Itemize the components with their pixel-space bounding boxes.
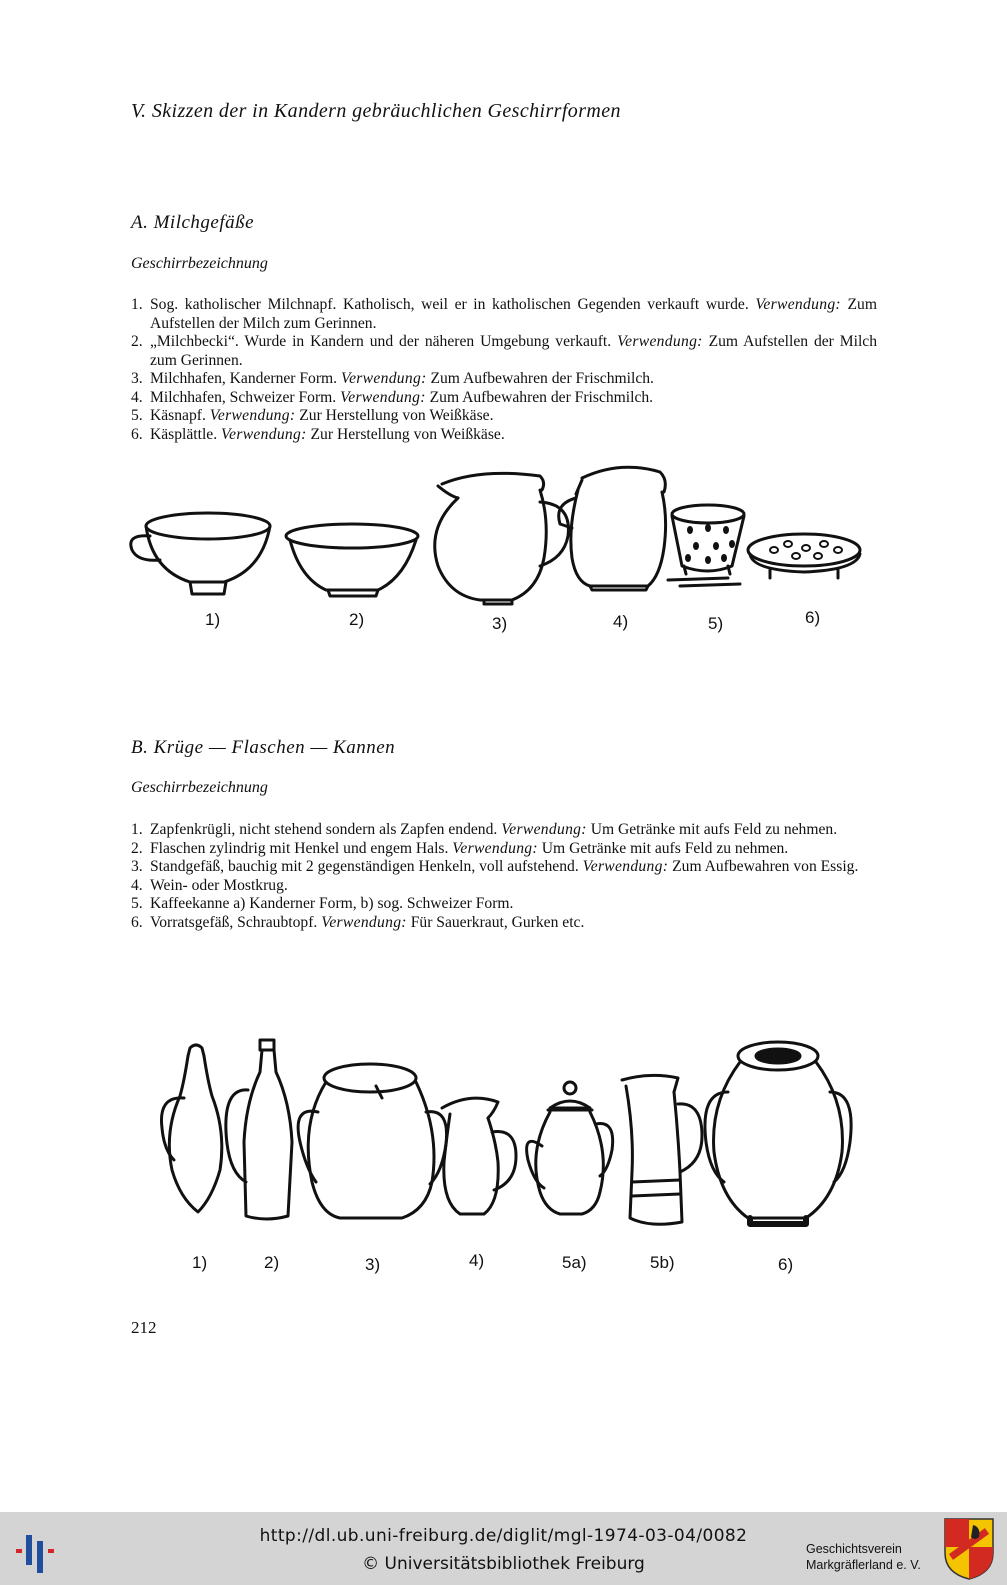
list-item: [131, 296, 877, 333]
item-text: Sog. katholischer Milchnapf. Katholisch, weil er in katholischen Gegenden verkauft wurde.: [150, 296, 749, 313]
figure-label: 6): [778, 1255, 794, 1274]
item-use-label: Verwendung:: [340, 370, 427, 387]
item-number: 5.: [131, 895, 143, 912]
figure-label: 2): [349, 610, 365, 629]
list-item: [131, 821, 877, 840]
item-text: Standgefäß, bauchig mit 2 gegenständigen Henkeln, voll aufstehend.: [150, 858, 579, 875]
item-text: Milchhafen, Kanderner Form.: [150, 370, 338, 387]
item-use: Um Getränke mit aufs Feld zu nehmen.: [541, 839, 789, 857]
milk-vessels-sketch: [120, 458, 880, 618]
item-text: Käsnapf.: [150, 407, 206, 424]
figure-label: 3): [492, 614, 508, 633]
coffee-pot-swiss-illustration: [622, 1075, 702, 1224]
item-use-label: Verwendung:: [582, 858, 669, 875]
item-use-label: Verwendung:: [501, 821, 587, 838]
item-number: 1.: [131, 296, 143, 313]
item-text: Vorratsgefäß, Schraubtopf.: [150, 913, 318, 931]
page-number: 212: [131, 1318, 157, 1337]
item-number: 5.: [131, 407, 143, 424]
section-b-subheading: Geschirrbezeichnung: [131, 779, 268, 796]
list-item: [131, 914, 877, 933]
storage-jar-illustration: [705, 1042, 851, 1224]
item-number: 1.: [131, 821, 143, 838]
society-crest-icon: [943, 1517, 995, 1581]
item-number: 3.: [131, 858, 143, 875]
figure-label: 5b): [650, 1253, 675, 1272]
figure-label: 1): [192, 1253, 208, 1272]
section-a-heading: A. Milchgefäße: [131, 212, 255, 233]
footer-bar: [0, 1512, 1007, 1585]
milk-jug-kandern-illustration: [435, 473, 569, 604]
figure-label: 5a): [562, 1253, 587, 1272]
jugs-bottles-sketch: [150, 1032, 860, 1242]
section-b-list: [131, 821, 877, 932]
item-use-label: Verwendung:: [221, 425, 307, 443]
item-text: Käsplättle.: [150, 425, 218, 443]
society-name-line1: Geschichtsverein: [806, 1542, 902, 1556]
milk-bowl-with-handle-illustration: [131, 513, 270, 594]
item-number: 3.: [131, 370, 143, 387]
item-text: „Milchbecki“. Wurde in Kandern und der näheren Umgebung verkauft.: [150, 333, 612, 350]
item-number: 6.: [131, 425, 143, 443]
list-item: [131, 426, 877, 445]
list-item: [131, 877, 877, 896]
item-number: 6.: [131, 913, 143, 931]
page-title: V. Skizzen der in Kandern gebräuchlichen Geschirrformen: [131, 100, 621, 122]
item-number: 2.: [131, 839, 143, 857]
vinegar-vessel-illustration: [298, 1064, 446, 1218]
item-use: Zum Aufbewahren der Frischmilch.: [429, 388, 654, 406]
item-use-label: Verwendung:: [617, 333, 703, 350]
item-text: Wein- oder Mostkrug.: [150, 876, 288, 894]
society-name-line2: Markgräflerland e. V.: [806, 1558, 921, 1572]
list-item: [131, 858, 877, 877]
item-use-label: Verwendung:: [755, 296, 841, 313]
item-use-label: Verwendung:: [452, 839, 538, 857]
list-item: [131, 389, 877, 408]
item-number: 4.: [131, 876, 143, 894]
item-use: Für Sauerkraut, Gurken etc.: [410, 913, 585, 931]
item-text: Milchhafen, Schweizer Form.: [150, 388, 337, 406]
figure-label: 3): [365, 1255, 381, 1274]
milk-basin-illustration: [286, 524, 418, 596]
item-use-label: Verwendung:: [321, 913, 407, 931]
item-use: Um Getränke mit aufs Feld zu nehmen.: [590, 821, 838, 838]
figure-label: 2): [264, 1253, 280, 1272]
bottle-illustration: [226, 1040, 292, 1219]
cheese-pot-illustration: [672, 505, 744, 574]
item-use-label: Verwendung:: [340, 388, 426, 406]
item-use: Zum Aufstellen der Milch zum Gerinnen.: [150, 296, 877, 332]
item-use: Zum Aufbewahren der Frischmilch.: [430, 370, 654, 387]
list-item: [131, 370, 877, 389]
figure-label: 4): [613, 612, 629, 631]
society-name: [806, 1541, 921, 1573]
item-use: Zur Herstellung von Weißkäse.: [299, 407, 494, 424]
pointed-jug-illustration: [161, 1045, 221, 1212]
figure-label: 6): [805, 608, 821, 627]
section-a-list: [131, 296, 877, 444]
figure-label: 5): [708, 614, 724, 633]
copyright-notice: © Universitätsbibliothek Freiburg: [362, 1554, 645, 1574]
section-b-heading: B. Krüge — Flaschen — Kannen: [131, 737, 396, 758]
item-use: Zur Herstellung von Weißkäse.: [310, 425, 505, 443]
item-number: 2.: [131, 333, 143, 350]
list-item: [131, 840, 877, 859]
document-url-link[interactable]: http://dl.ub.uni-freiburg.de/diglit/mgl-1974-03-04/0082: [259, 1526, 748, 1546]
item-use-label: Verwendung:: [209, 407, 296, 424]
item-use: Zum Aufstellen der Milch zum Gerinnen.: [150, 333, 878, 369]
figure-label: 4): [469, 1251, 485, 1270]
figure-label: 1): [205, 610, 221, 629]
section-a-subheading: Geschirrbezeichnung: [131, 255, 268, 272]
item-text: Zapfenkrügli, nicht stehend sondern als Zapfen endend.: [150, 821, 498, 838]
item-number: 4.: [131, 388, 143, 406]
list-item: [131, 895, 877, 914]
item-text: Kaffeekanne a) Kanderner Form, b) sog. Schweizer Form.: [150, 895, 514, 912]
list-item: [131, 407, 877, 426]
item-text: Flaschen zylindrig mit Henkel und engem Hals.: [150, 839, 449, 857]
wine-jug-illustration: [442, 1098, 516, 1214]
list-item: [131, 333, 877, 370]
item-use: Zum Aufbewahren von Essig.: [672, 858, 859, 875]
coffee-pot-kandern-illustration: [527, 1082, 613, 1214]
cheese-plate-illustration: [748, 534, 860, 578]
